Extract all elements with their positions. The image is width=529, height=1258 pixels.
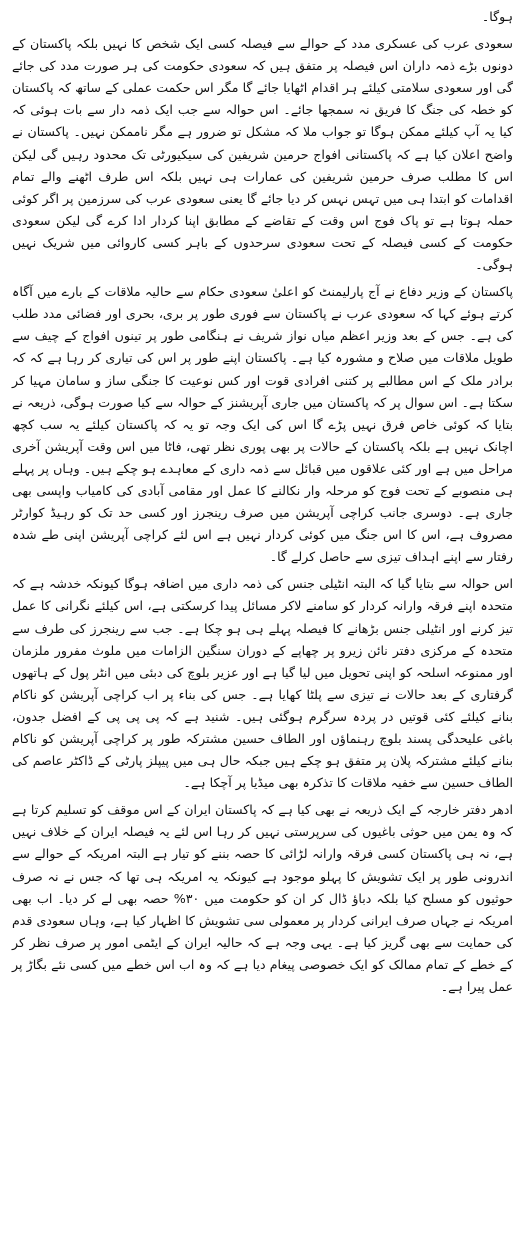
paragraph-foreign-office: ادھر دفتر خارجہ کے ایک ذریعہ نے بھی کیا ہے کہ پاکستان ایران کے اس موقف کو تسلیم کرتا ہے کہ وہ یمن میں حوثی باغیوں کی سرپرستی نہیں کر رہا اس لئے یہ فیصلہ ایران کے خلاف نہیں ہے، نہ ہی پاکستان کسی فرقہ وارانہ لڑائی کا حصہ بننے کو تیار ہے البتہ امریکہ کے حوالے سے اندرونی طور پر ایک تشویش کا پہلو موجود ہے کیونکہ یہ امریکہ ہی تھا کہ جس نے نہ صرف حوثیوں کو مسلح کیا بلکہ دباؤ ڈال کر ان کو حکومت میں ۳۰% حصہ بھی لے کر دیا۔ اب بھی امریکہ نے جہاں صرف ایرانی کردار پر معمولی سی تشویش کا اظہار کیا ہے، وہاں سعودی قدم کی حمایت سے بھی گریز کیا ہے۔ یہی وجہ ہے کہ حالیہ ایران کے ایٹمی امور پر صرف نظر کر کے خطے کے تمام ممالک کو ایک خصوصی پیغام دیا ہے کہ وہ اب اس خطے میں کسی نئے بگاڑ پر عمل پیرا ہے۔ [12, 802, 513, 995]
lead-line: ہوگا۔ [481, 9, 513, 24]
paragraph-intelligence: اس حوالہ سے بتایا گیا کہ البتہ انٹیلی جنس کی ذمہ داری میں اضافہ ہوگا کیونکہ خدشہ ہے کہ متحدہ اپنے فرقہ وارانہ کردار کو سامنے لاکر مسائل پیدا کرسکتی ہے، اس کیلئے نگرانی کا عمل تیز کرنے اور انٹیلی جنس بڑھانے کا فیصلہ پہلے ہی ہو چکا ہے۔ جب سے رینجرز کی طرف سے متحدہ کے مرکزی دفتر نائن زیرو پر چھاپے کے دوران سنگین الزامات میں ملوث مفرور ملزمان اور ممنوعہ اسلحہ کو اپنی تحویل میں لیا گیا ہے اور عزیر بلوچ کی دبئی میں انٹر پول کے ہاتھوں گرفتاری کے بعد حالات نے تیزی سے پلٹا کھایا ہے۔ جس کی بناء پر اب کراچی آپریشن کو ناکام بنانے کیلئے کئی قوتیں در پردہ سرگرم ہوگئی ہیں۔ شنید ہے کہ پی پی پی کے افضل جدون، باغی علیحدگی پسند بلوچ رہنماؤں اور الطاف حسین مشترکہ طور پر کراچی آپریشن کو ناکام بنانے کیلئے مشترکہ پلان پر متفق ہو چکے ہیں جبکہ حال ہی میں پیپلز پارٹی کے ڈاکٹر عاصم کی الطاف حسین سے خفیہ ملاقات کا تذکرہ بھی میڈیا پر آچکا ہے۔ [12, 576, 513, 791]
paragraph-saudi-military-aid: سعودی عرب کی عسکری مدد کے حوالے سے فیصلہ کسی ایک شخص کا نہیں بلکہ پاکستان کے دونوں بڑے ذمہ داران اس فیصلہ پر متفق ہیں کہ سعودی حکومت کی ہر صورت مدد کی جائے گی اور سعودی سلامتی کیلئے ہر اقدام اٹھایا جائے گا مگر اس حکمت عملی کے ساتھ کہ پاکستان کو خطہ کی جنگ کا فریق نہ سمجھا جائے۔ اس حوالہ سے جب ایک ذمہ دار سے بات ہوئی کہ کیا یہ آپ کیلئے ممکن ہوگا تو جواب ملا کہ مشکل تو ضرور ہے مگر ناممکن نہیں۔ پاکستان نے واضح اعلان کیا ہے کہ پاکستانی افواج حرمین شریفین کی سیکیورٹی تک محدود رہیں گی لیکن اس کا مطلب صرف حرمین شریفین کی عمارات ہی نہیں بلکہ اس طرف اٹھنے والے تمام اقدامات کو ابتدا ہی میں تہس نہس کر دیا جائے گا یعنی سعودی عرب کی سرزمین پر اگر کوئی حملہ ہوتا ہے تو پاک فوج اس وقت کے تقاضے کے مطابق اپنا کردار ادا کرے گی لیکن سعودی حکومت کے کسی فیصلہ کے تحت سعودی سرحدوں کے باہر کسی کاروائی میں شریک نہیں ہوگی۔ [12, 36, 513, 273]
paragraph-defence-minister: پاکستان کے وزیر دفاع نے آج پارلیمنٹ کو اعلیٰ سعودی حکام سے حالیہ ملاقات کے بارے میں آگاہ کرتے ہوئے کہا کہ سعودی عرب نے پاکستان سے فوری طور پر بری، بحری اور فضائی مدد طلب کی ہے۔ جس کے بعد وزیر اعظم میاں نواز شریف نے ہنگامی طور پر تینوں افواج کے چیف سے طویل ملاقات میں صلاح و مشورہ کیا ہے۔ پاکستان اپنے طور پر اس کی تیاری کر رہا ہے کہ کہ برادر ملک کے اس مطالبے پر کتنی افرادی قوت اور کس نوعیت کا جنگی ساز و سامان مہیا کر سکتا ہے۔ اس سوال پر کہ پاکستان میں جاری آپریشنز کے حوالہ سے کیا صورت ہوگی، ذریعہ نے بتایا کہ کوئی خاص فرق نہیں پڑے گا اس کی ایک وجہ تو یہ کہ پاکستان کیلئے یہ سب کچھ اچانک نہیں ہے بلکہ پاکستان کے حالات پر بھی پوری نظر تھی، فاٹا میں اس وقت آپریشن آخری مراحل میں ہے اور کئی علاقوں میں قبائل سے ذمہ داری کے معاہدے ہو چکے ہیں۔ وہاں پر پہلے ہی منصوبے کے تحت فوج کو مرحلہ وار نکالنے کا عمل اور مقامی آبادی کی کامیاب واپسی بھی جاری ہے۔ دوسری جانب کراچی آپریشن میں صرف رینجرز اور کسی حد تک کو رہیڈ کوارٹر مصروف ہے، اس کا اس جنگ میں کوئی کردار نہیں ہے اس لئے کراچی آپریشن اپنی طے شدہ رفتار سے اپنے اہداف تیزی سے حاصل کرلے گا۔ [12, 284, 513, 565]
